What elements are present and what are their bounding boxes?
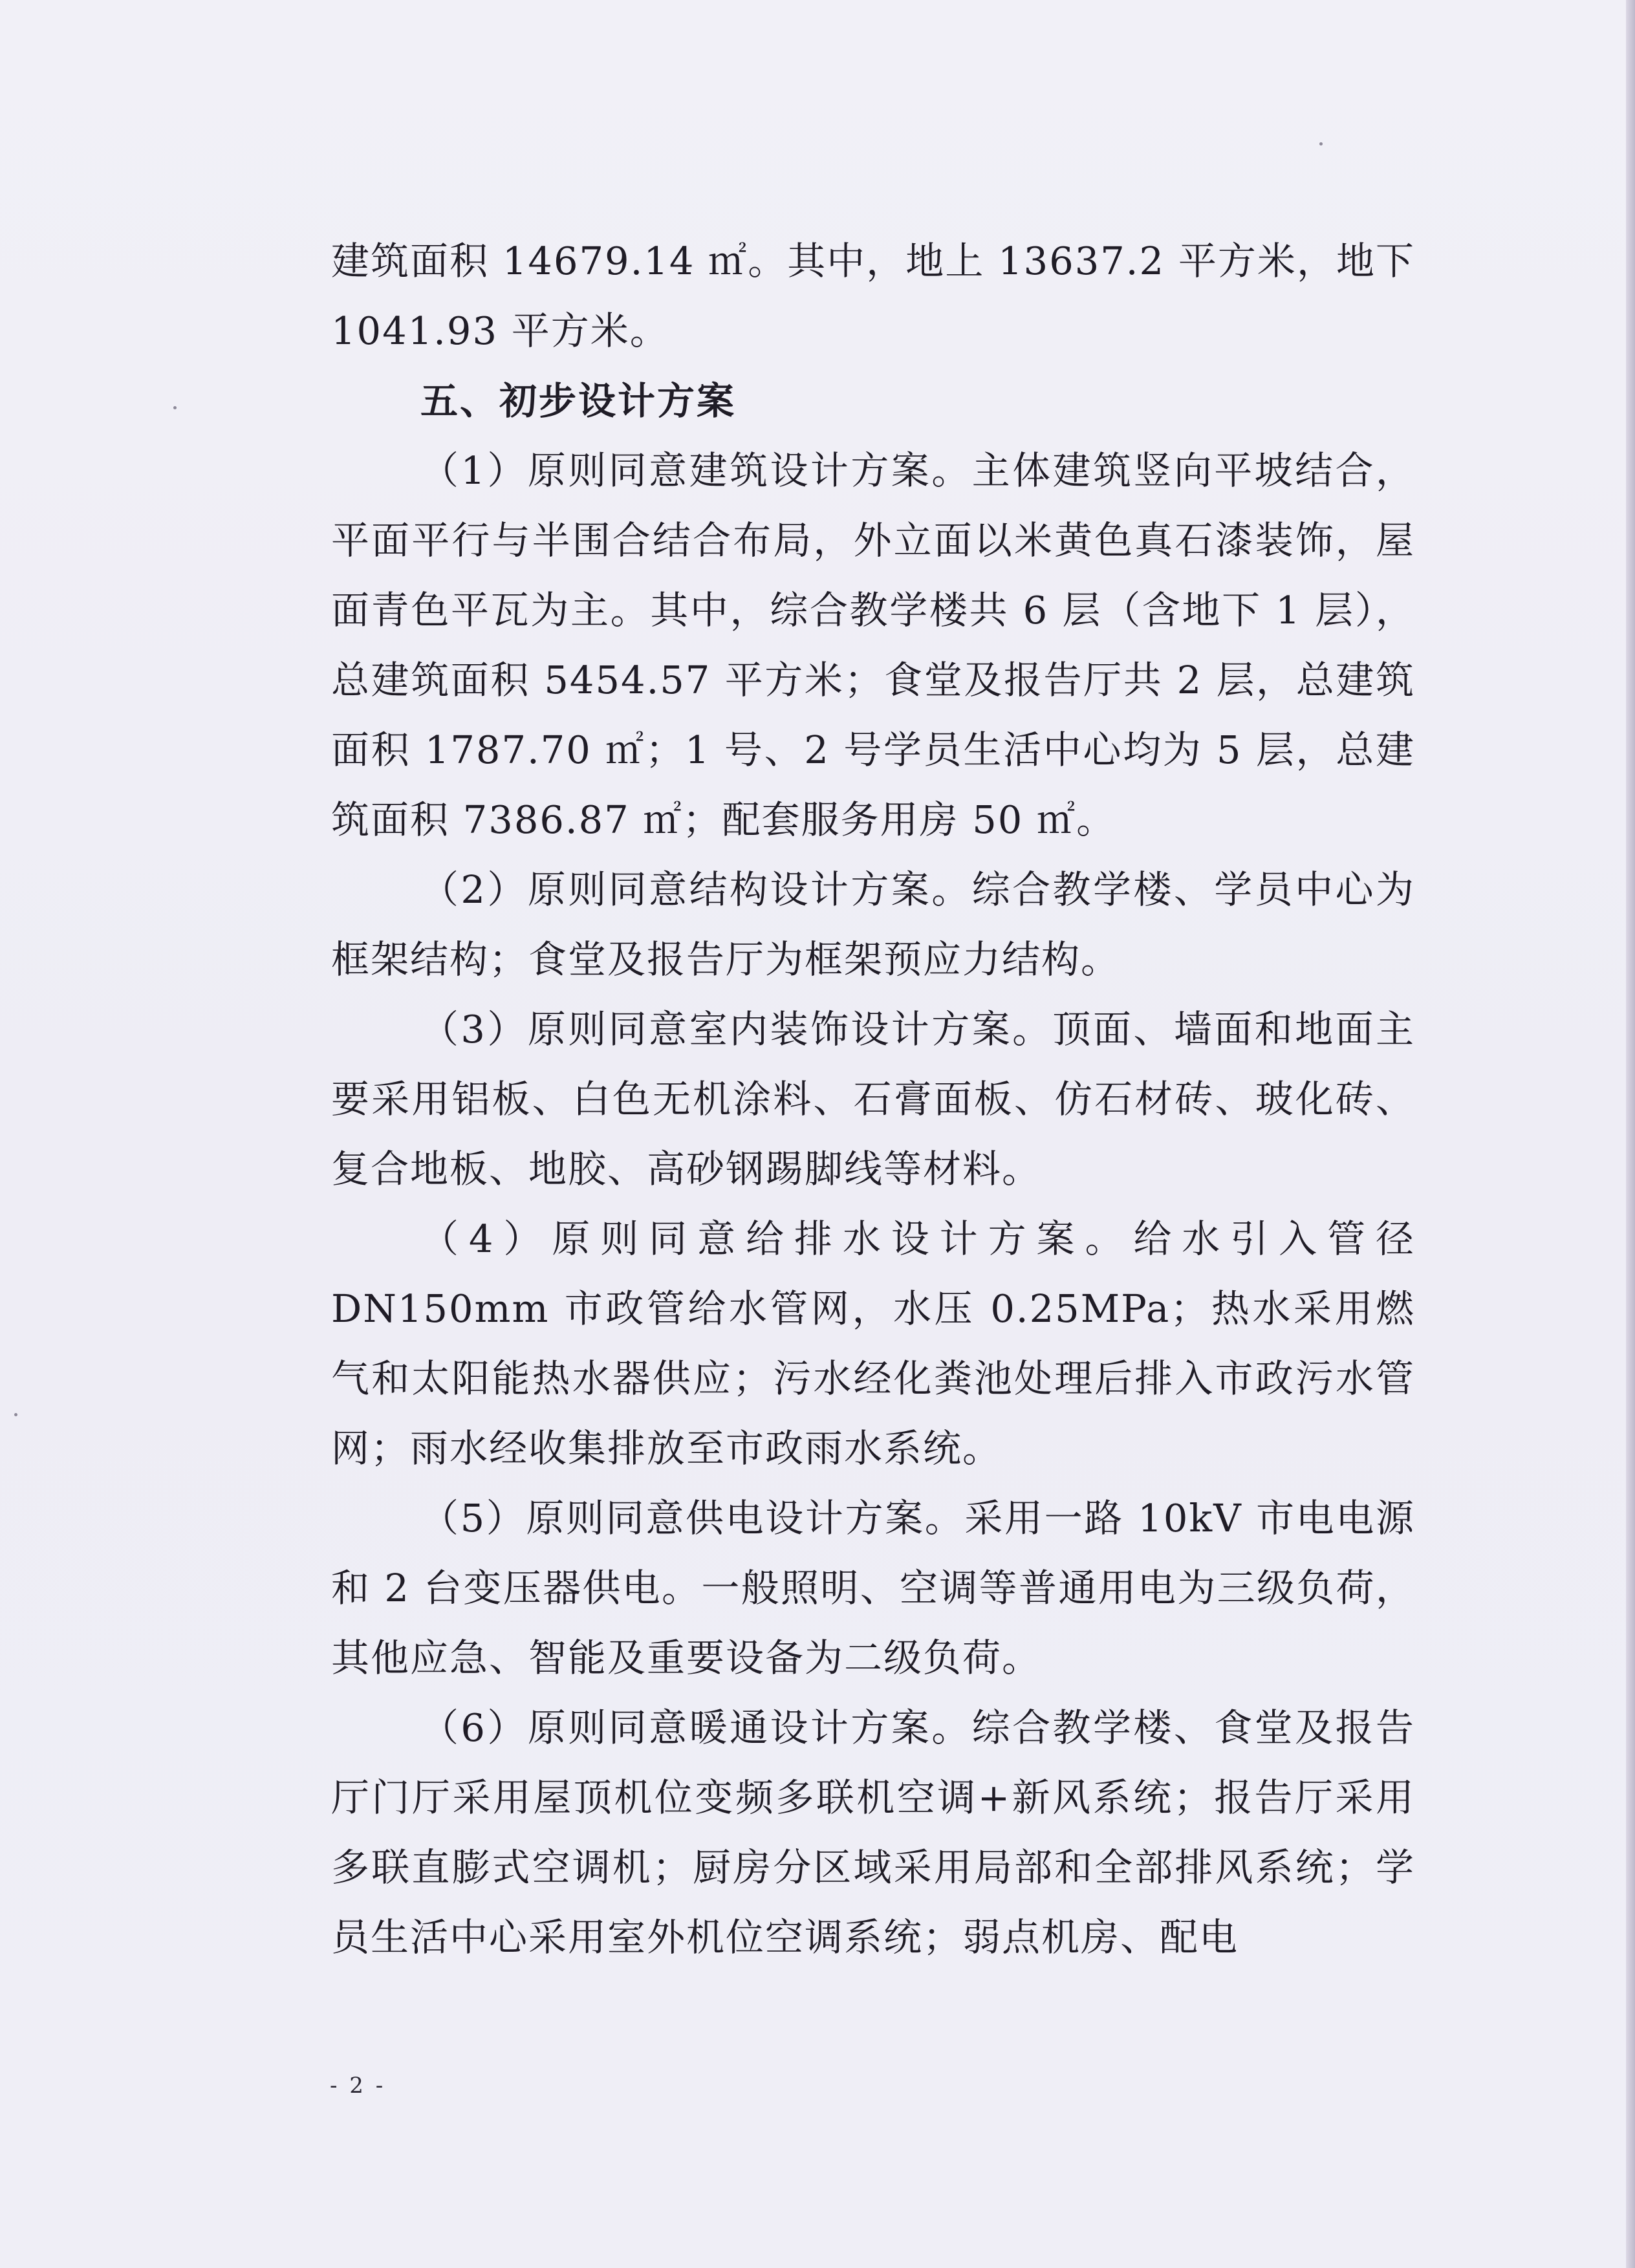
paragraph-area-summary: 建筑面积 14679.14 ㎡。其中，地上 13637.2 平方米，地下 1041.93 平方米。 — [331, 239, 1415, 353]
paper-edge — [1626, 0, 1635, 2268]
scan-speck — [173, 406, 177, 409]
scan-speck — [14, 1413, 17, 1416]
scan-speck — [1319, 142, 1323, 146]
document-body — [331, 226, 1415, 1972]
paragraph-architecture: （1）原则同意建筑设计方案。主体建筑竖向平坡结合，平面平行与半围合结合布局，外立面以米黄色真石漆装饰，屋面青色平瓦为主。其中，综合教学楼共 6 层（含地下 1 层），总建筑面积 5454.57 平方米；食堂及报告厅共 2 层，总建筑面积 1787.70 ㎡；1 号、2 号学员生活中心均为 5 层，总建筑面积 7386.87 ㎡；配套服务用房 50 ㎡。 — [331, 448, 1415, 842]
paragraph-structure: （2）原则同意结构设计方案。综合教学楼、学员中心为框架结构；食堂及报告厅为框架预应力结构。 — [331, 867, 1415, 982]
paragraph-water-supply: （4）原则同意给排水设计方案。给水引入管径 DN150mm 市政管给水管网，水压 0.25MPa；热水采用燃气和太阳能热水器供应；污水经化粪池处理后排入市政污水管网；雨水经收集排放至市政雨水系统。 — [331, 1216, 1415, 1471]
paragraph-power-supply: （5）原则同意供电设计方案。采用一路 10kV 市电电源和 2 台变压器供电。一般照明、空调等普通用电为三级负荷，其他应急、智能及重要设备为二级负荷。 — [331, 1496, 1415, 1680]
paragraph-hvac: （6）原则同意暖通设计方案。综合教学楼、食堂及报告厅门厅采用屋顶机位变频多联机空调+新风系统；报告厅采用多联直膨式空调机；厨房分区域采用局部和全部排风系统；学员生活中心采用室外机位空调系统；弱点机房、配电 — [331, 1705, 1415, 1960]
paragraph-interior: （3）原则同意室内装饰设计方案。顶面、墙面和地面主要采用铝板、白色无机涂料、石膏面板、仿石材砖、玻化砖、复合地板、地胶、高砂钢踢脚线等材料。 — [331, 1007, 1415, 1191]
section-heading-preliminary-design: 五、初步设计方案 — [420, 379, 737, 423]
page-number: - 2 - — [330, 2073, 386, 2099]
